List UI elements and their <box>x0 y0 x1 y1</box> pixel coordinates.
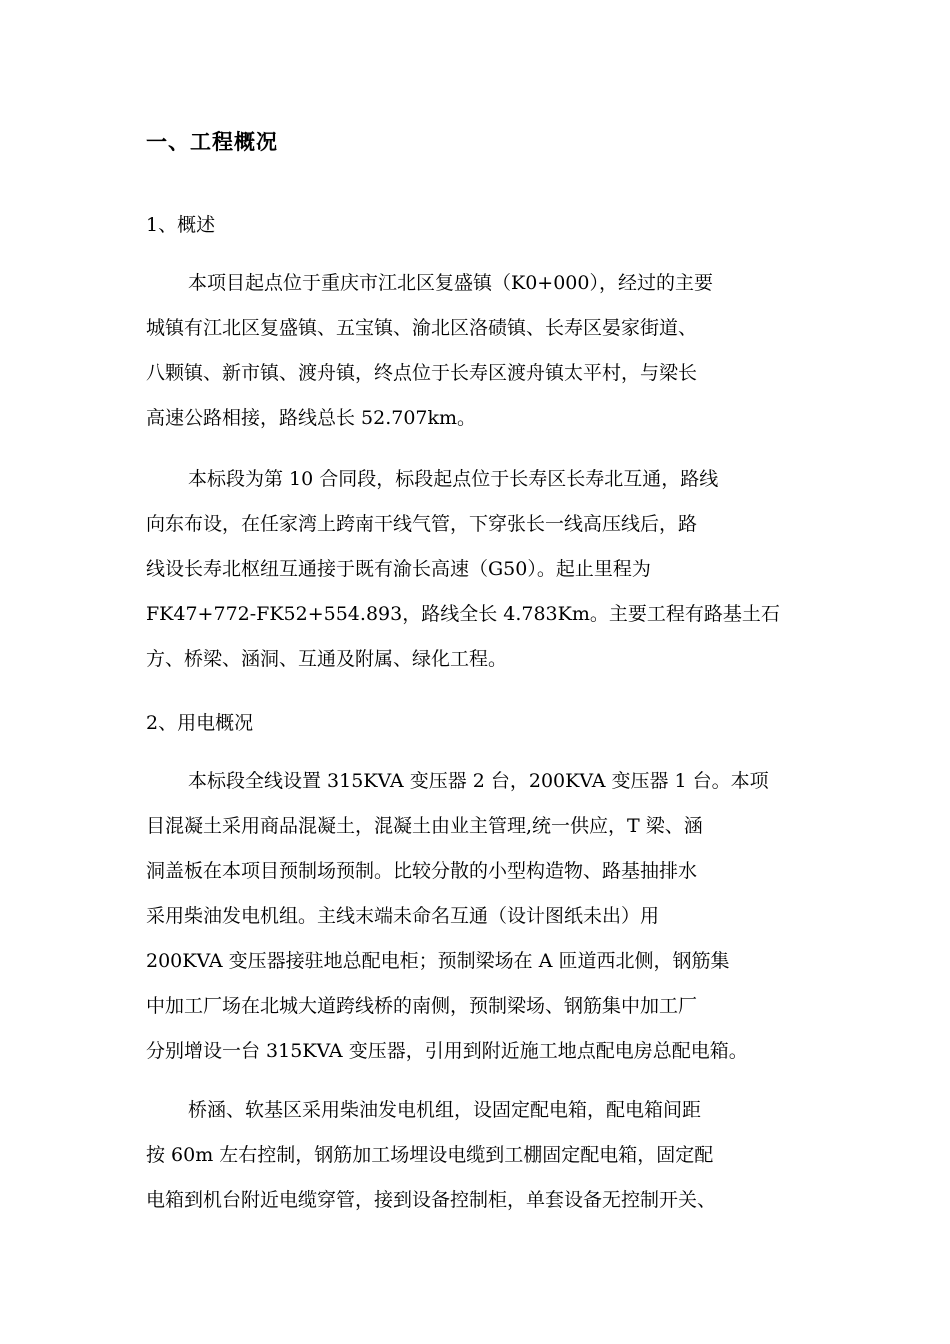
section-title: 一、工程概况 <box>146 129 278 154</box>
text-line: 按 60m 左右控制，钢筋加工场埋设电缆到工棚固定配电箱，固定配 <box>146 1144 714 1166</box>
paragraph-power-setup <box>146 759 816 1074</box>
subsection-title-overview: 1、概述 <box>146 214 216 236</box>
text-line: 向东布设，在任家湾上跨南干线气管，下穿张长一线高压线后，路 <box>146 513 698 535</box>
paragraph-project-overview <box>146 261 816 441</box>
text-line: 分别增设一台 315KVA 变压器，引用到附近施工地点配电房总配电箱。 <box>146 1040 748 1062</box>
text-line: 采用柴油发电机组。主线末端未命名互通（设计图纸未出）用 <box>146 905 660 927</box>
text-line: FK47+772-FK52+554.893，路线全长 4.783Km。主要工程有路基土石 <box>146 603 780 625</box>
text-line: 200KVA 变压器接驻地总配电柜；预制梁场在 A 匝道西北侧，钢筋集 <box>146 950 730 972</box>
text-line: 洞盖板在本项目预制场预制。比较分散的小型构造物、路基抽排水 <box>146 860 698 882</box>
text-line: 方、桥梁、涵洞、互通及附属、绿化工程。 <box>146 648 508 670</box>
text-line: 本项目起点位于重庆市江北区复盛镇（K0+000），经过的主要 <box>188 272 713 294</box>
text-line: 电箱到机台附近电缆穿管，接到设备控制柜，单套设备无控制开关、 <box>146 1189 717 1211</box>
text-line: 本标段全线设置 315KVA 变压器 2 台，200KVA 变压器 1 台。本项 <box>188 770 769 792</box>
paragraph-power-distribution <box>146 1088 816 1223</box>
subsection-title-power: 2、用电概况 <box>146 712 254 734</box>
text-line: 高速公路相接，路线总长 52.707km。 <box>146 407 477 429</box>
text-line: 本标段为第 10 合同段，标段起点位于长寿区长寿北互通，路线 <box>188 468 719 490</box>
text-line: 中加工厂场在北城大道跨线桥的南侧，预制梁场、钢筋集中加工厂 <box>146 995 698 1017</box>
text-line: 目混凝土采用商品混凝土，混凝土由业主管理,统一供应，T 梁、涵 <box>146 815 703 837</box>
text-line: 线设长寿北枢纽互通接于既有渝长高速（G50）。起止里程为 <box>146 558 651 580</box>
paragraph-section-scope <box>146 457 816 682</box>
text-line: 城镇有江北区复盛镇、五宝镇、渝北区洛碛镇、长寿区晏家街道、 <box>146 317 698 339</box>
text-line: 八颗镇、新市镇、渡舟镇，终点位于长寿区渡舟镇太平村，与梁长 <box>146 362 698 384</box>
text-line: 桥涵、软基区采用柴油发电机组，设固定配电箱，配电箱间距 <box>188 1099 702 1121</box>
